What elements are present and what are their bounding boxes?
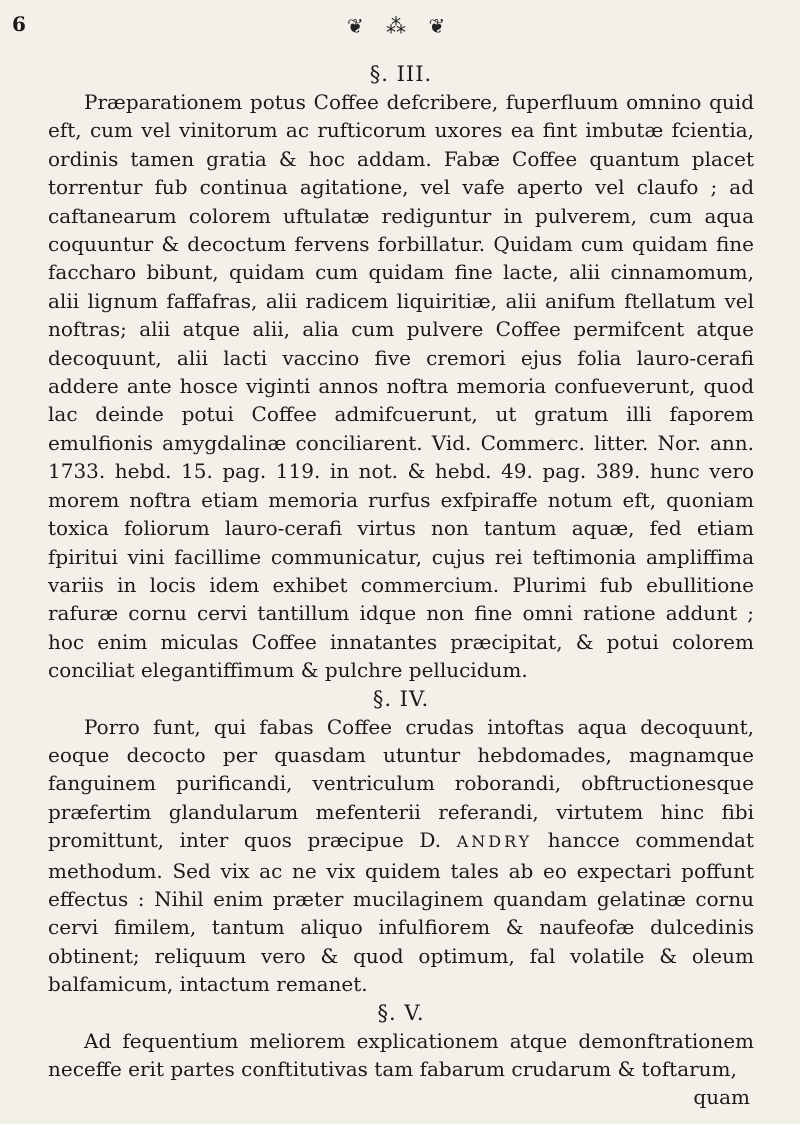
section-heading-iii: §. III.	[369, 62, 433, 86]
catchword: quam	[693, 1085, 750, 1110]
paragraph-text: Porro funt, qui fabas Coffee crudas intoftas aqua decoquunt, eoque decocto per quasdam utuntur hebdomades, magnamque fanguinem purificandi, ventriculum roborandi, obftructionesque præfertim glandularum mefenterii referandi, virtutem hinc fibi promittunt, inter quos præcipue D.	[48, 714, 754, 853]
paragraph-iv	[48, 713, 754, 999]
page-number: 6	[12, 12, 26, 36]
paragraph-v	[48, 1027, 754, 1084]
paragraph-text: Præparationem potus Coffee defcribere, fuperfluum omnino quid eft, cum vel vinitorum ac rufticorum uxores ea fint imbutæ fcientia, ordinis tamen gratia & hoc addam. Fabæ Coffee quantum placet torrentur fub continua agitatione, vel vafe aperto vel claufo ; ad caftanearum colorem uftulatæ rediguntur in pulverem, cum aqua coquuntur & decoctum fervens forbillatur. Quidam cum quidam fine faccharo bibunt, quidam cum quidam fine lacte, alii cinnamomum, alii lignum faffafras, alii radicem liquiritiæ, alii anifum ftellatum vel noftras; alii atque alii, alia cum pulvere Coffee permifcent atque decoquunt, alii lacti vaccino five cremori ejus folia lauro-cerafi addere ante hosce viginti annos noftra memoria confueverunt, quod lac deinde potui Coffee admifcuerunt, ut gratum illi faporem emulfionis amygdalinæ conciliarent. Vid. Commerc. litter. Nor. ann. 1733. hebd. 15. pag. 119. in not. & hebd. 49. pag. 389. hunc vero morem noftra etiam memoria rurfus exfpiraffe notum eft, quoniam toxica foliorum lauro-cerafi virtus non tantum aquæ, fed etiam fpiritui vini facillime communicatur, cujus rei teftimonia ampliffima variis in locis idem exhibet commercium. Plurimi fub ebullitione rafuræ cornu cervi tantillum idque non fine omni ratione addunt ; hoc enim miculas Coffee innatantes præcipitat, & potui colorem conciliat elegantiffimum & pulchre pellucidum.	[48, 90, 754, 683]
paragraph-text-continued: hancce commendat methodum. Sed vix ac ne vix quidem tales ab eo expectari poffunt effectus : Nihil enim præter mucilaginem quandam gelatinæ cornu cervi fimilem, tantum aliquo infulfiorem & naufeofæ dulcedinis obtinent; reliquum vero & quod optimum, fal volatile & oleum balfamicum, intactum remanet.	[48, 828, 754, 997]
author-name: ANDRY	[456, 832, 533, 852]
page-header	[0, 8, 800, 48]
section-heading-iv: §. IV.	[372, 686, 430, 711]
header-ornament-icon: ❦ ⁂ ❦	[346, 14, 454, 38]
paragraph-iii	[48, 88, 754, 685]
body-text	[48, 60, 754, 1112]
paragraph-text: Ad fequentium meliorem explicationem atque demonftrationem neceffe erit partes conftitutivas tam fabarum crudarum & toftarum,	[48, 1028, 754, 1081]
section-heading-v: §. V.	[377, 1000, 425, 1025]
